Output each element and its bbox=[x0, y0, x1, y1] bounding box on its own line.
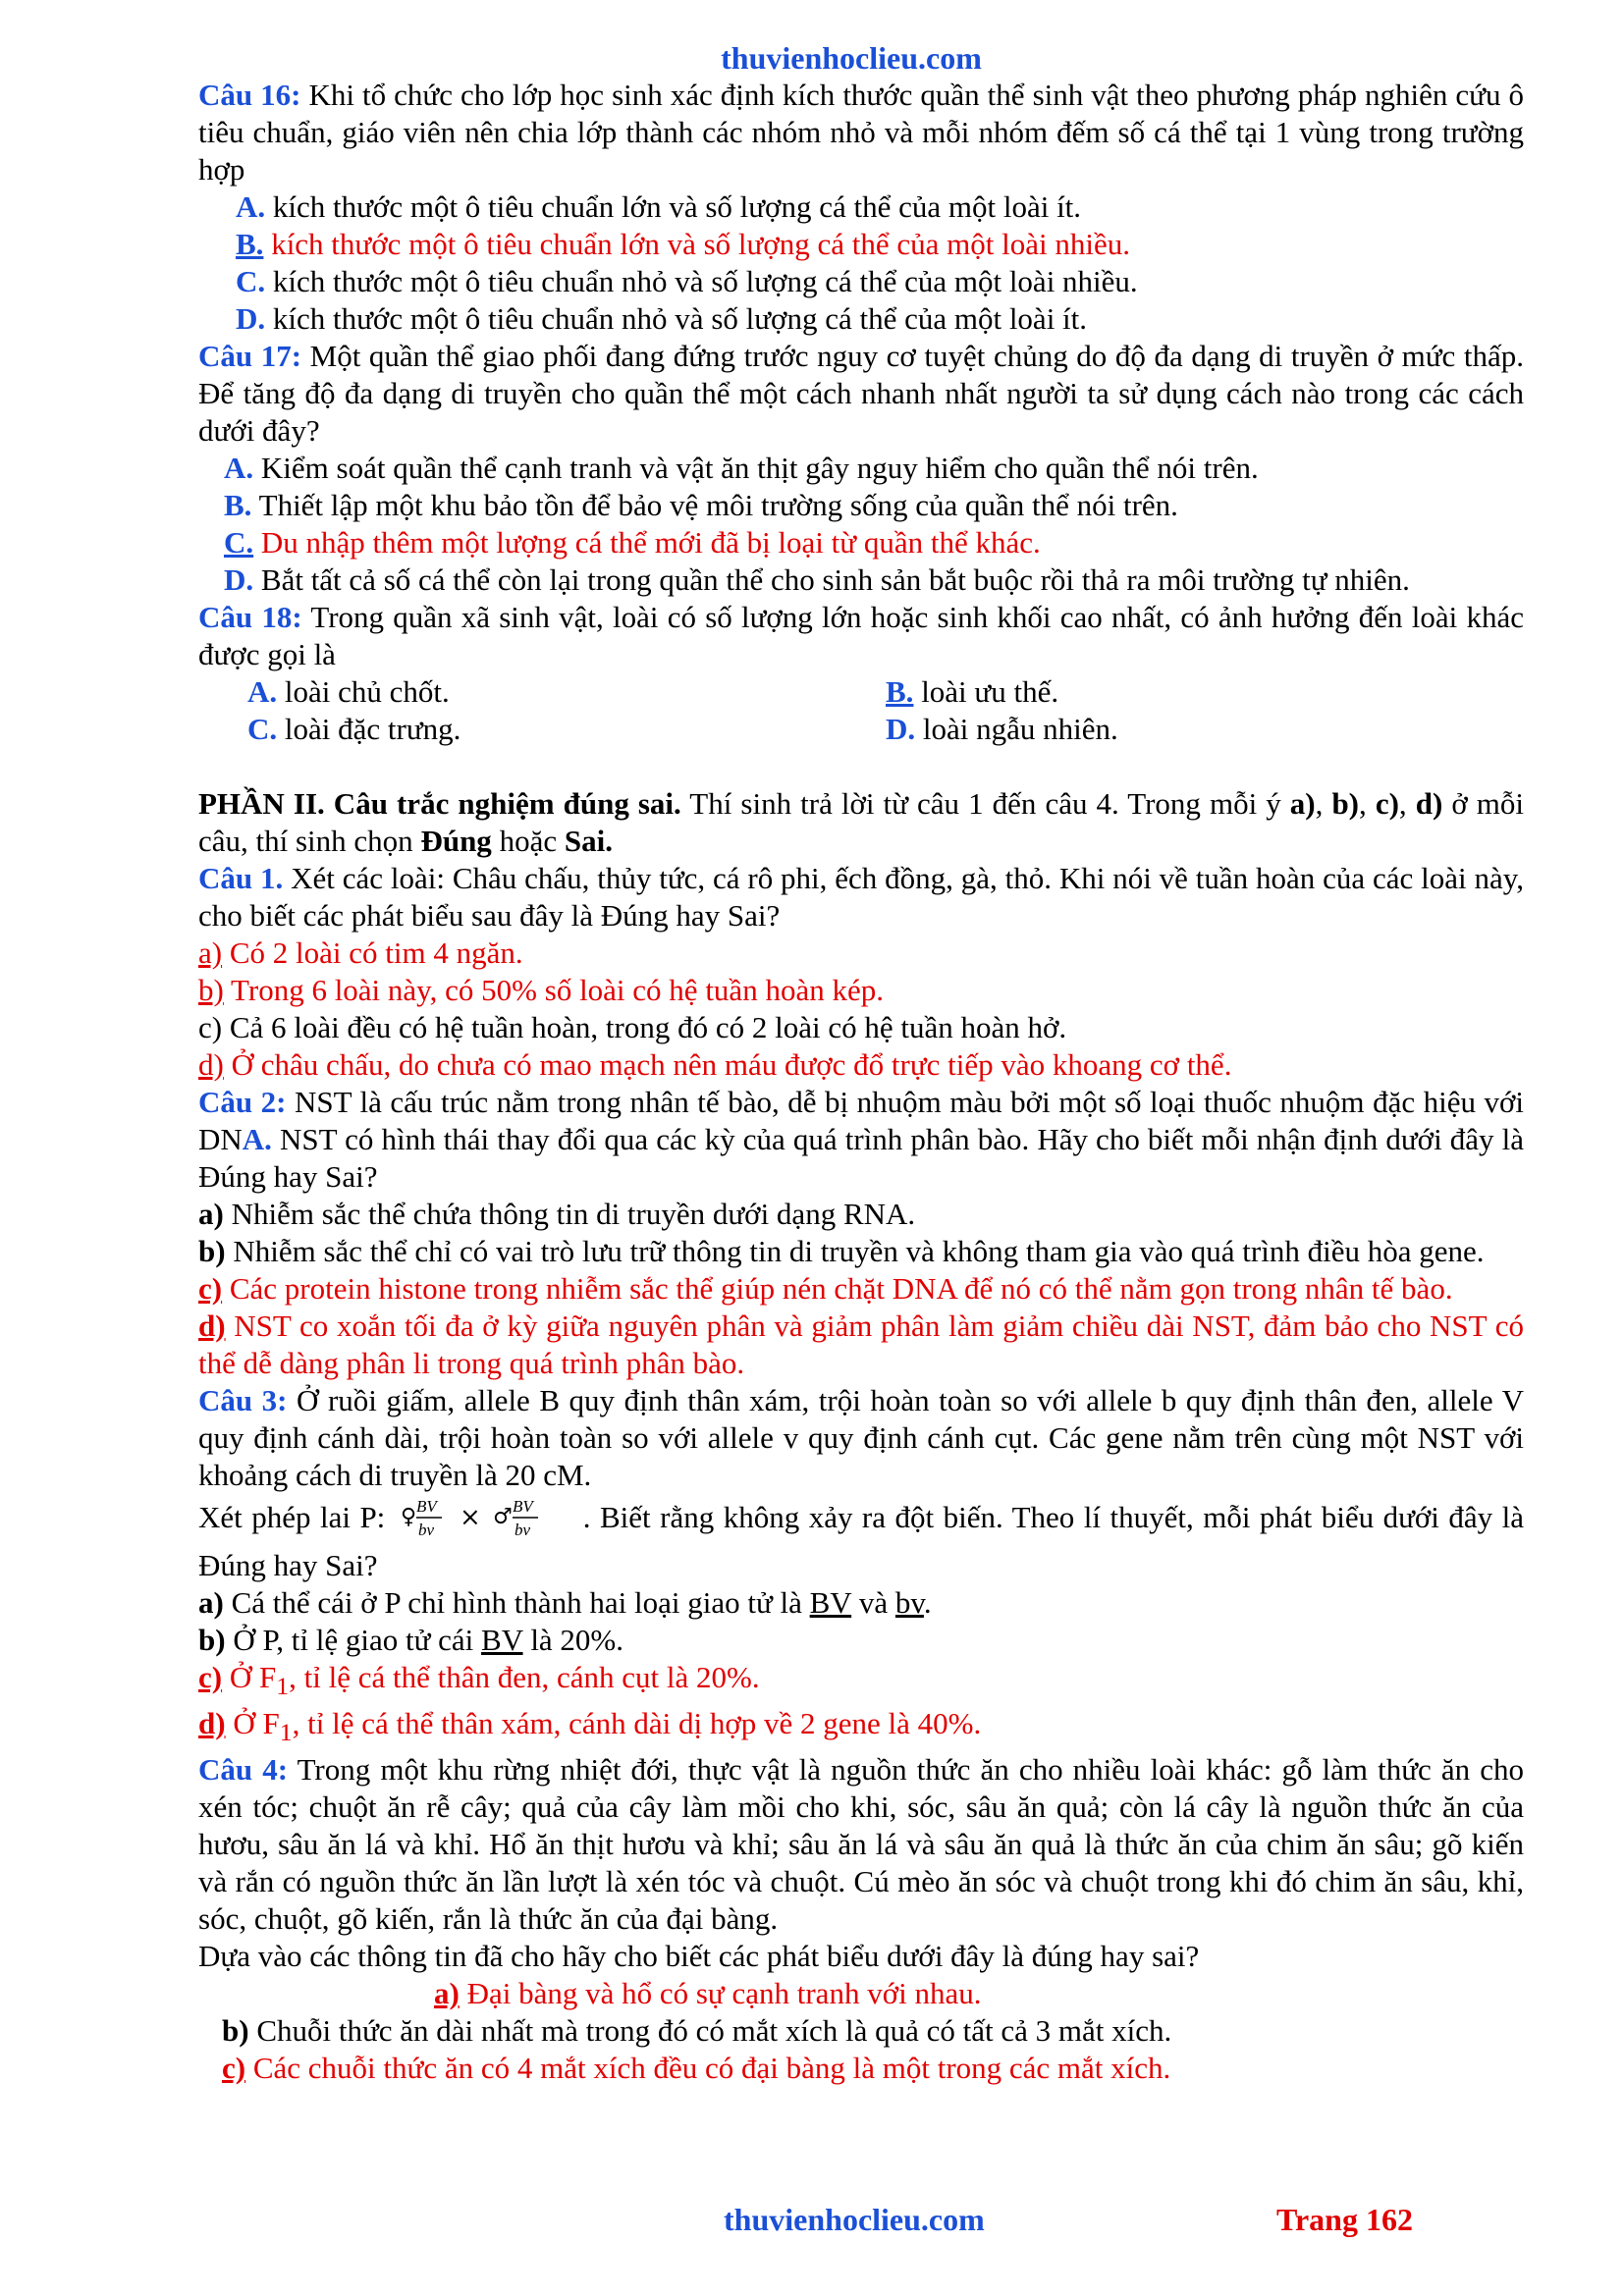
statement-letter: d) bbox=[198, 1706, 226, 1741]
statement-text: Ở F bbox=[222, 1660, 277, 1694]
option-letter: D. bbox=[886, 712, 916, 746]
statement-text: Ở châu chấu, do chưa có mao mạch nên máu được đổ trực tiếp vào khoang cơ thể. bbox=[223, 1047, 1232, 1082]
option-text: kích thước một ô tiêu chuẩn lớn và số lượng cá thể của một loài nhiều. bbox=[263, 227, 1130, 261]
item-letter: b) bbox=[1331, 786, 1360, 821]
item-letter: a) bbox=[1289, 786, 1316, 821]
genotype-numerator: BV bbox=[512, 1497, 533, 1516]
option-letter: D. bbox=[236, 301, 266, 336]
statement-text: Các chuỗi thức ăn có 4 mắt xích đều có đại bàng là một trong các mắt xích. bbox=[245, 2051, 1171, 2086]
option-text: Kiểm soát quần thể cạnh tranh và vật ăn thịt gây nguy hiểm cho quần thể nói trên. bbox=[253, 451, 1259, 485]
question-16 bbox=[198, 77, 1524, 188]
option-text: loài ngẫu nhiên. bbox=[915, 712, 1118, 746]
statement-text: Chuỗi thức ăn dài nhất mà trong đó có mắt xích là quả có tất cả 3 mắt xích. bbox=[248, 2013, 1172, 2049]
page-footer bbox=[0, 2202, 1624, 2241]
statement-text: Ở F bbox=[225, 1706, 280, 1741]
options-grid bbox=[198, 711, 1524, 748]
question-label: Câu 1. bbox=[198, 861, 284, 895]
statement-d bbox=[198, 1308, 1524, 1382]
separator: , bbox=[1315, 786, 1332, 821]
question-text: Một quần thể giao phối đang đứng trước nguy cơ tuyệt chủng do độ đa dạng di truyền ở mức thấp. Để tăng độ đa dạng di truyền cho quần thể một cách nhanh nhất người ta sử dụng cách nào trong các cách dưới đây? bbox=[198, 339, 1525, 448]
part-title: PHẦN II. Câu trắc nghiệm đúng sai. bbox=[198, 786, 681, 821]
statement-letter: b) bbox=[222, 2013, 249, 2049]
question-label: Câu 3: bbox=[198, 1383, 288, 1417]
option-text: loài chủ chốt. bbox=[277, 674, 450, 709]
genotype-denominator: bv bbox=[514, 1521, 530, 1539]
option-letter: A. bbox=[224, 451, 254, 485]
genotype: BV bbox=[481, 1623, 523, 1657]
statement-c bbox=[198, 1009, 1524, 1046]
question-text: Trong quần xã sinh vật, loài có số lượng lớn hoặc sinh khối cao nhất, có ảnh hưởng đến loài khác được gọi là bbox=[198, 600, 1524, 671]
statement-letter: a) bbox=[198, 935, 223, 970]
true-word: Đúng bbox=[420, 824, 492, 858]
cross-symbol: × bbox=[459, 1503, 481, 1532]
option-text: loài ưu thế. bbox=[913, 674, 1059, 709]
genotype: BV bbox=[809, 1585, 852, 1620]
statement-letter: d) bbox=[198, 1308, 226, 1343]
statement-b bbox=[198, 972, 1524, 1009]
statement-letter: b) bbox=[198, 1234, 226, 1268]
option-b bbox=[198, 487, 1524, 524]
option-text: kích thước một ô tiêu chuẩn nhỏ và số lượng cá thể của một loài ít. bbox=[265, 301, 1088, 336]
statement-text: Cả 6 loài đều có hệ tuần hoàn, trong đó có 2 loài có hệ tuần hoàn hở. bbox=[222, 1010, 1067, 1044]
statement-text: , tỉ lệ cá thể thân xám, cánh dài dị hợp về 2 gene là 40%. bbox=[292, 1706, 982, 1741]
separator: , bbox=[1359, 786, 1376, 821]
question-label: Câu 17: bbox=[198, 339, 302, 373]
option-letter: C. bbox=[247, 712, 278, 746]
statement-letter: c) bbox=[198, 1271, 223, 1306]
option-b-correct bbox=[198, 226, 1524, 263]
tf-question-2 bbox=[198, 1084, 1524, 1196]
document-page bbox=[198, 39, 1524, 2087]
statement-letter: a) bbox=[198, 1585, 224, 1620]
question-prompt: Dựa vào các thông tin đã cho hãy cho biết các phát biểu dưới đây là đúng hay sai? bbox=[198, 1939, 1200, 1974]
question-label: Câu 2: bbox=[198, 1085, 287, 1119]
question-text: NST có hình thái thay đổi qua các kỳ của quá trình phân bào. Hãy cho biết mỗi nhận định dưới đây là Đúng hay Sai? bbox=[198, 1122, 1524, 1194]
question-label: Câu 18: bbox=[198, 600, 302, 634]
statement-text: NST co xoắn tối đa ở kỳ giữa nguyên phân và giảm phân làm giảm chiều dài NST, đảm bảo cho NST có thể dễ dàng phân li trong quá trình phân bào. bbox=[198, 1308, 1524, 1380]
question-label: Câu 16: bbox=[198, 78, 301, 112]
question-18 bbox=[198, 599, 1524, 673]
genotype-denominator: bv bbox=[417, 1521, 434, 1539]
option-text: loài đặc trưng. bbox=[277, 712, 461, 746]
option-text: Du nhập thêm một lượng cá thể mới đã bị loại từ quần thể khác. bbox=[253, 525, 1041, 560]
separator: , bbox=[1398, 786, 1416, 821]
footer-site-name: thuvienhoclieu.com bbox=[724, 2202, 985, 2237]
option-a bbox=[198, 188, 1524, 226]
option-text: kích thước một ô tiêu chuẩn nhỏ và số lượng cá thể của một loài nhiều. bbox=[265, 264, 1138, 298]
option-letter: B. bbox=[886, 674, 914, 709]
options-grid bbox=[198, 673, 1524, 711]
question-text: Xét các loài: Châu chấu, thủy tức, cá rô phi, ếch đồng, gà, thỏ. Khi nói về tuần hoàn của các loài này, cho biết các phát biểu sau đây là Đúng hay Sai? bbox=[198, 861, 1524, 933]
statement-a bbox=[198, 1975, 1524, 2012]
statement-c bbox=[198, 1659, 1524, 1705]
option-text: kích thước một ô tiêu chuẩn lớn và số lượng cá thể của một loài ít. bbox=[265, 189, 1082, 224]
option-letter: B. bbox=[236, 227, 264, 261]
statement-text: Có 2 loài có tim 4 ngăn. bbox=[222, 935, 523, 970]
question-text: Trong một khu rừng nhiệt đới, thực vật là nguồn thức ăn cho nhiều loài khác: gỗ làm thức ăn cho xén tóc; chuột ăn rễ cây; quả của cây làm mồi cho khi, sóc, sâu ăn quả; còn lá cây là nguồn thức ăn của hươu, sâu ăn lá và khỉ. Hổ ăn thịt hươu và khỉ; sâu ăn lá và sâu ăn quả là thức ăn của chim ăn sâu; gõ kiến và rắn có nguồn thức ăn lần lượt là xén tóc và chuột. Cú mèo ăn sóc và chuột trong khi đó chim ăn sâu, khỉ, sóc, chuột, gõ kiến, rắn là thức ăn của đại bàng. bbox=[198, 1752, 1524, 1937]
statement-b bbox=[198, 1233, 1524, 1270]
statement-text: Ở P, tỉ lệ giao tử cái bbox=[225, 1623, 482, 1657]
statement-d bbox=[198, 1705, 1524, 1751]
cross-statement bbox=[198, 1494, 1524, 1584]
statement-text: Nhiễm sắc thể chứa thông tin di truyền dưới dạng RNA. bbox=[223, 1197, 916, 1231]
statement-c bbox=[198, 2050, 1524, 2087]
part-2-instructions bbox=[198, 785, 1524, 860]
statement-letter: a) bbox=[198, 1197, 224, 1231]
question-text: Ở ruồi giấm, allele B quy định thân xám, trội hoàn toàn so với allele b quy định thân đen, allele V quy định cánh dài, trội hoàn toàn so với allele v quy định cánh cụt. Các gene nằm trên cùng một NST với khoảng cách di truyền là 20 cM. bbox=[198, 1383, 1525, 1492]
instruction-text: hoặc bbox=[491, 824, 565, 858]
false-word: Sai. bbox=[564, 824, 613, 858]
question-text: . Biết rằng không xảy ra đột biến. Theo lí thuyết, mỗi phát biểu dưới đây là Đúng hay Sai? bbox=[198, 1500, 1525, 1582]
statement-b bbox=[198, 1622, 1524, 1659]
option-a bbox=[198, 450, 1524, 487]
statement-b bbox=[198, 2012, 1524, 2050]
statement-a bbox=[198, 934, 1524, 972]
question-17 bbox=[198, 338, 1524, 450]
statement-letter: b) bbox=[198, 973, 224, 1007]
statement-text: và bbox=[851, 1585, 895, 1620]
option-letter: D. bbox=[224, 562, 254, 597]
option-text: Bắt tất cả số cá thể còn lại trong quần thể cho sinh sản bắt buộc rồi thả ra môi trường tự nhiên. bbox=[253, 562, 1410, 597]
option-b-correct bbox=[886, 673, 1524, 711]
header-site-name: thuvienhoclieu.com bbox=[721, 40, 982, 76]
statement-d bbox=[198, 1046, 1524, 1084]
item-letter: d) bbox=[1415, 786, 1443, 821]
statement-text: là 20%. bbox=[522, 1623, 624, 1657]
tf-question-1 bbox=[198, 860, 1524, 934]
statement-a bbox=[198, 1196, 1524, 1233]
option-letter: C. bbox=[236, 264, 266, 298]
female-symbol: ♀ bbox=[400, 1505, 416, 1529]
statement-letter: a) bbox=[434, 1976, 460, 2011]
statement-a bbox=[198, 1584, 1524, 1622]
option-d bbox=[198, 561, 1524, 599]
option-letter: A. bbox=[247, 674, 278, 709]
option-letter: C. bbox=[224, 525, 254, 560]
instruction-text: ở mỗi câu, thí sinh chọn bbox=[198, 786, 1525, 858]
question-text: Khi tổ chức cho lớp học sinh xác định kích thước quần thể sinh vật theo phương pháp nghiên cứu ô tiêu chuẩn, giáo viên nên chia lớp thành các nhóm nhỏ và mỗi nhóm đếm số cá thể tại 1 vùng trong trường hợp bbox=[198, 78, 1525, 187]
statement-letter: b) bbox=[198, 1623, 226, 1657]
statement-text: Các protein histone trong nhiễm sắc thể giúp nén chặt DNA để nó có thể nằm gọn trong nhân tế bào. bbox=[222, 1271, 1453, 1306]
question-text: A. bbox=[242, 1122, 272, 1156]
option-d bbox=[198, 300, 1524, 338]
statement-letter: c) bbox=[222, 2051, 246, 2086]
option-d bbox=[886, 711, 1524, 748]
question-text: NST là cấu trúc nằm trong nhân tế bào, dễ bị nhuộm màu bởi một số loại thuốc nhuộm đặc hiệu với DN bbox=[198, 1085, 1525, 1156]
option-a bbox=[247, 673, 886, 711]
statement-text: Nhiễm sắc thể chỉ có vai trò lưu trữ thông tin di truyền và không tham gia vào quá trình điều hòa gene. bbox=[225, 1234, 1485, 1268]
option-text: Thiết lập một khu bảo tồn để bảo vệ môi trường sống của quần thể nói trên. bbox=[251, 488, 1178, 522]
statement-c bbox=[198, 1270, 1524, 1308]
subscript: 1 bbox=[276, 1672, 290, 1701]
tf-question-3 bbox=[198, 1382, 1524, 1494]
option-c bbox=[247, 711, 886, 748]
item-letter: c) bbox=[1375, 786, 1399, 821]
statement-text: Đại bàng và hổ có sự cạnh tranh với nhau. bbox=[459, 1976, 982, 2011]
genetic-cross-formula bbox=[401, 1490, 577, 1543]
genotype-numerator: BV bbox=[415, 1497, 437, 1516]
statement-text: . bbox=[923, 1585, 932, 1620]
statement-letter: c) bbox=[198, 1010, 223, 1044]
option-letter: A. bbox=[236, 189, 266, 224]
tf-question-4 bbox=[198, 1751, 1524, 1938]
instruction-text: Thí sinh trả lời từ câu 1 đến câu 4. Trong mỗi ý bbox=[680, 786, 1290, 821]
option-c bbox=[198, 263, 1524, 300]
spacer bbox=[198, 748, 1524, 785]
statement-letter: d) bbox=[198, 1047, 224, 1082]
genotype: bv bbox=[894, 1585, 924, 1620]
statement-text: Trong 6 loài này, có 50% số loài có hệ tuần hoàn kép. bbox=[223, 973, 884, 1007]
statement-text: , tỉ lệ cá thể thân đen, cánh cụt là 20%. bbox=[289, 1660, 760, 1694]
male-symbol: ♂ bbox=[492, 1505, 513, 1529]
page-number: Trang 162 bbox=[1276, 2202, 1413, 2237]
option-letter: B. bbox=[224, 488, 252, 522]
subscript: 1 bbox=[279, 1718, 293, 1747]
option-c-correct bbox=[198, 524, 1524, 561]
statement-letter: c) bbox=[198, 1660, 223, 1694]
question-label: Câu 4: bbox=[198, 1752, 289, 1788]
question-text: Xét phép lai P: bbox=[198, 1500, 395, 1535]
statement-text: Cá thể cái ở P chỉ hình thành hai loại giao tử là bbox=[223, 1585, 810, 1620]
